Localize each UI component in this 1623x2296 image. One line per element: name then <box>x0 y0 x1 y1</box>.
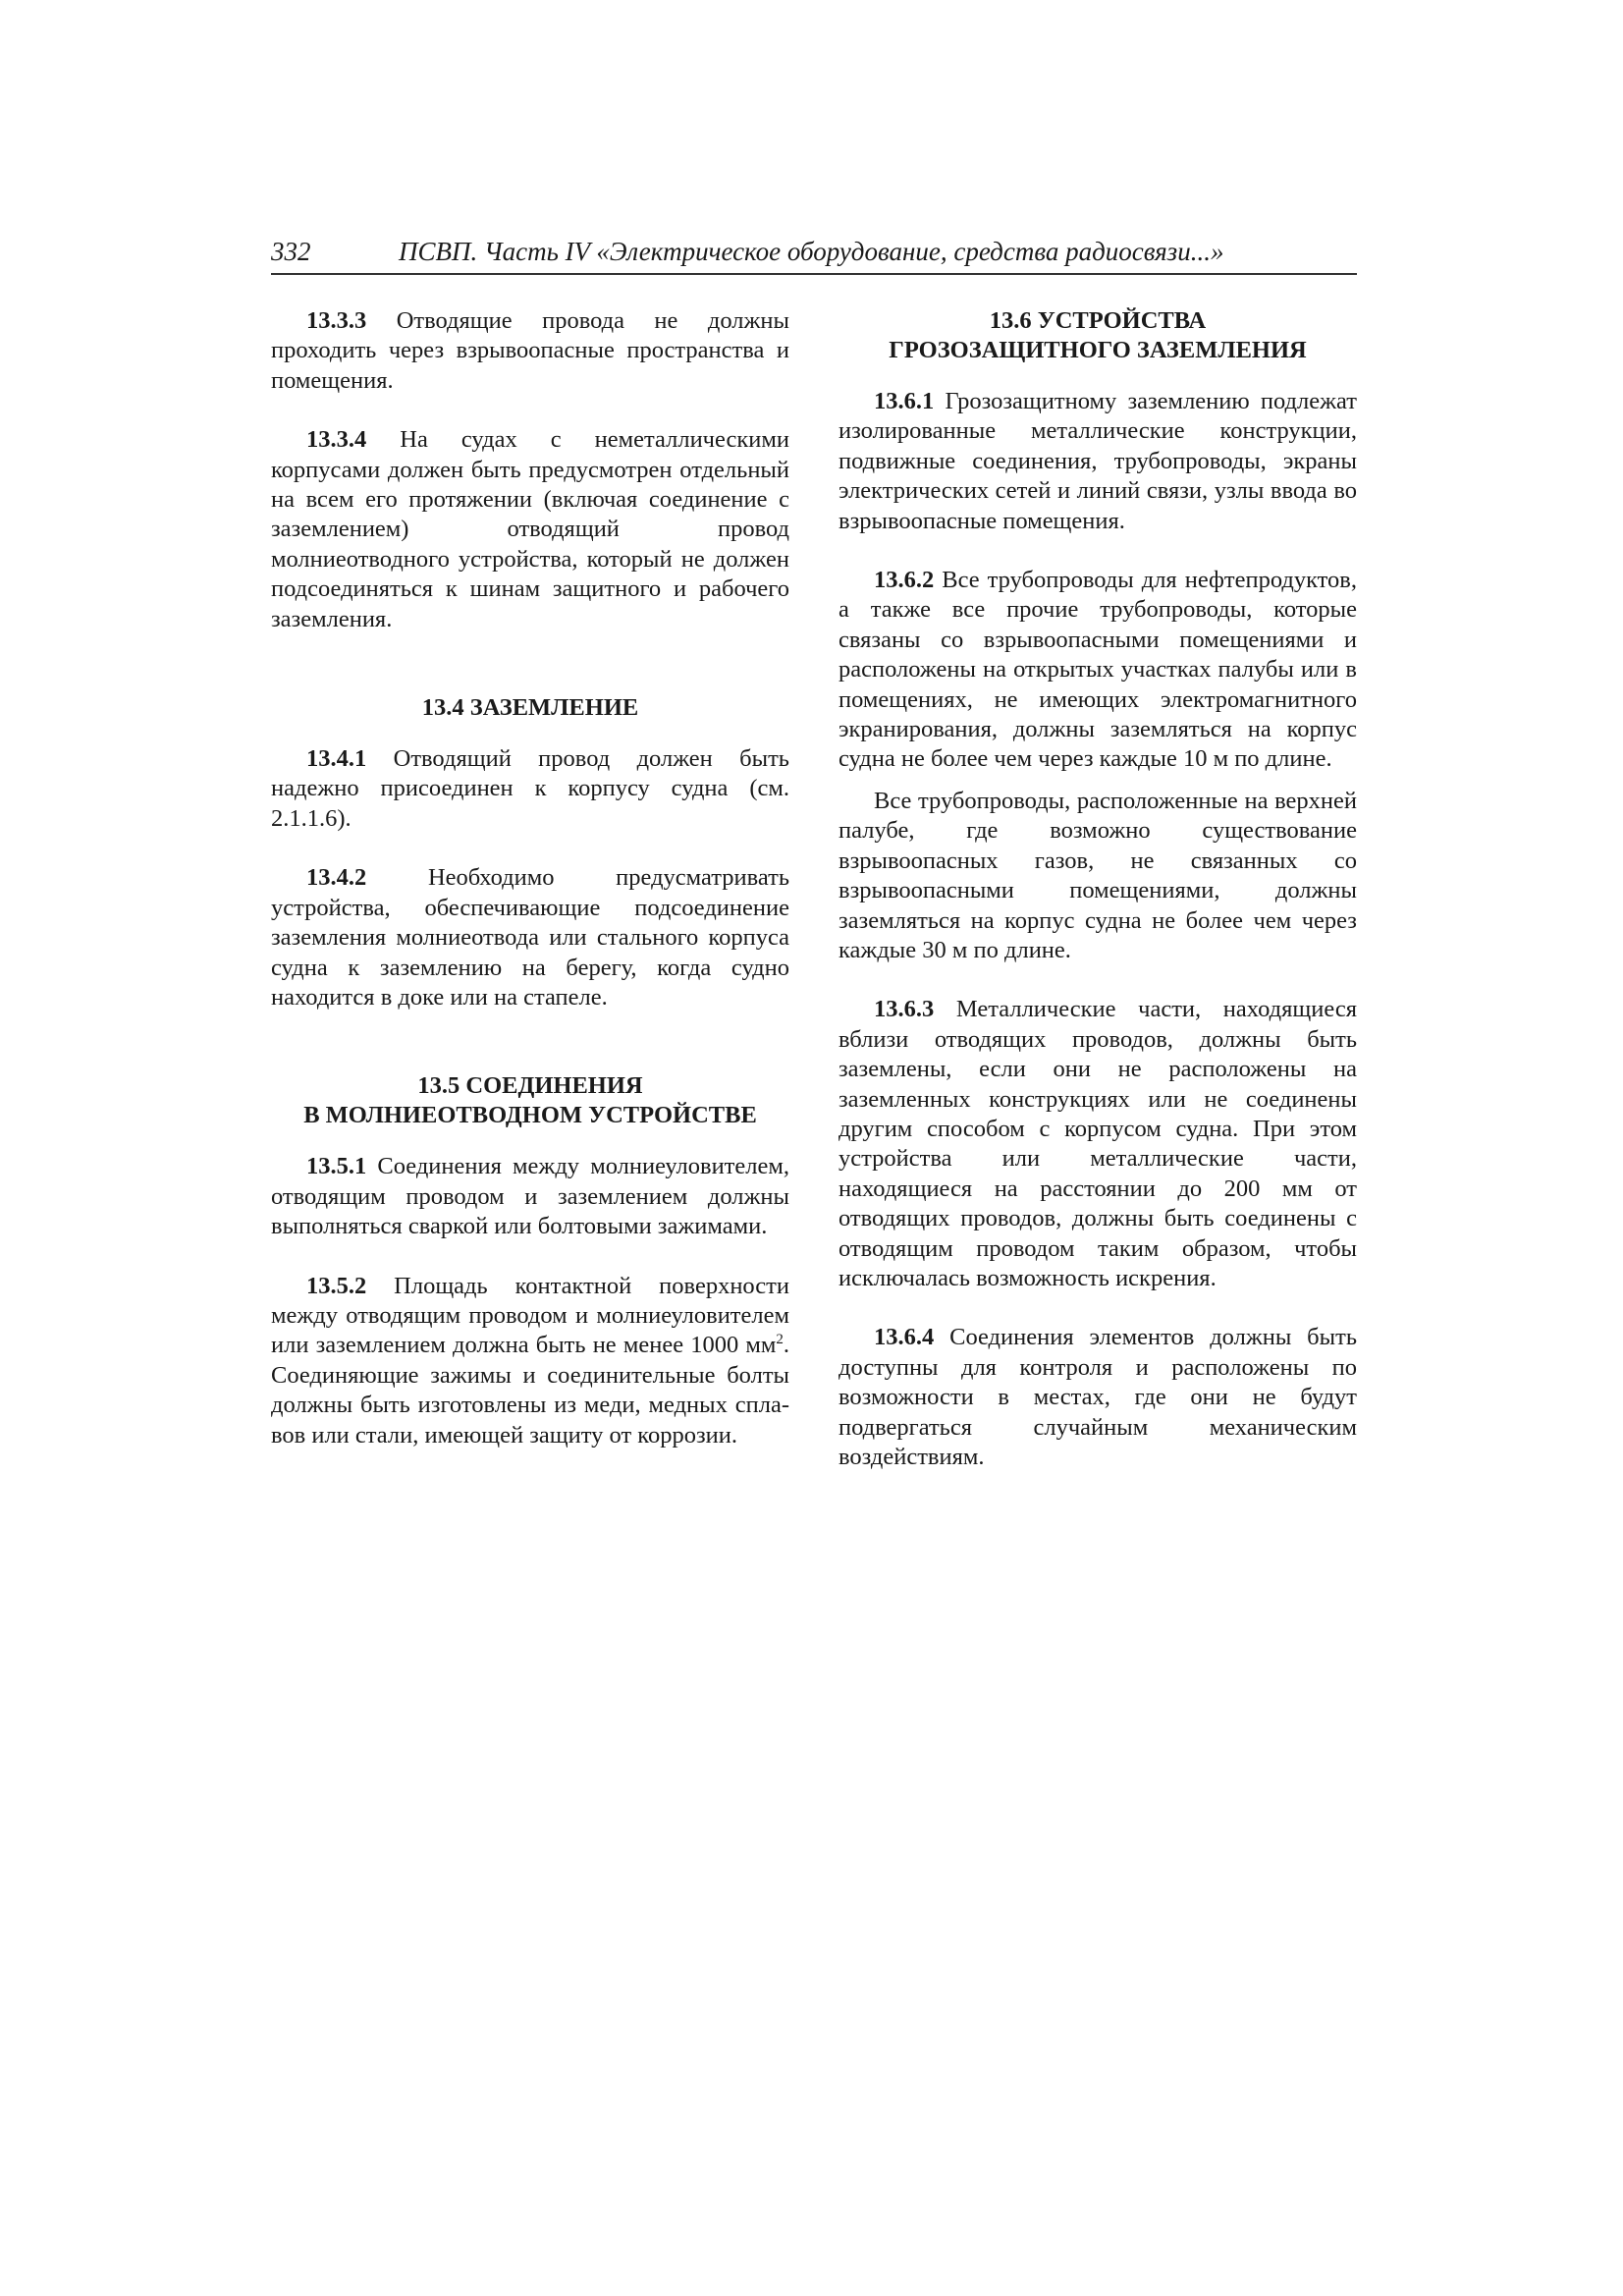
clause-number: 13.3.4 <box>306 426 367 454</box>
right-column <box>839 306 1357 1502</box>
clause-text: Отводящий провод должен быть надежно присоединен к корпусу судна (см. 2.1.1.6). <box>271 745 789 832</box>
clause-number: 13.3.3 <box>306 307 367 334</box>
heading-line: 13.5 СОЕДИНЕНИЯ <box>417 1072 643 1100</box>
clause-text: Необходимо предусматривать устройства, обеспечивающие подсоединение заземления молниеотвода или стального корпуса судна к заземлению на берегу, когда судно находится в доке или на стапеле. <box>271 864 789 1011</box>
paragraph-13-5-1 <box>271 1152 789 1241</box>
clause-number: 13.6.2 <box>874 567 935 594</box>
section-heading-13-4 <box>271 693 789 723</box>
clause-text: Площадь контактной поверхности между отводящим проводом и молниеуловителем или заземлением должна быть не менее 1000 мм <box>271 1272 789 1359</box>
heading-line: 13.4 ЗАЗЕМЛЕНИЕ <box>421 694 639 722</box>
paragraph-13-3-3 <box>271 306 789 396</box>
clause-text: Все трубопроводы для нефтепродуктов, а также все прочие трубопроводы, которые связаны со взрывоопасными помещениями и расположены на открытых участках палубы или в помещениях, не имеющих электромагнитного экранирования, должны заземляться на корпус судна не более чем через каждые 10 м по длине. <box>839 567 1357 773</box>
section-heading-13-5 <box>271 1071 789 1130</box>
paragraph-13-4-2 <box>271 863 789 1012</box>
clause-text: Отводящие провода не должны проходить через взрывоопасные пространства и помещения. <box>271 307 789 394</box>
paragraph-13-5-2 <box>271 1272 789 1450</box>
paragraph-13-6-3 <box>839 995 1357 1293</box>
heading-line: В МОЛНИЕОТВОДНОМ УСТРОЙСТВЕ <box>303 1102 757 1129</box>
clause-number: 13.5.1 <box>306 1153 367 1180</box>
running-title: ПСВП. Часть IV «Электрическое оборудование, средства радиосвязи...» <box>399 237 1224 266</box>
clause-number: 13.6.3 <box>874 996 935 1023</box>
page-header <box>271 234 1357 275</box>
clause-text: Соединения элементов должны быть доступны для контроля и расположены по возможности в местах, где они не будут подвергаться случайным механическим воздействиям. <box>839 1324 1357 1470</box>
paragraph-13-6-1 <box>839 387 1357 536</box>
paragraph-13-3-4 <box>271 425 789 634</box>
paragraph-13-6-4 <box>839 1323 1357 1472</box>
paragraph-13-6-2-continued <box>839 787 1357 965</box>
clause-number: 13.6.1 <box>874 388 935 414</box>
superscript: 2 <box>776 1332 784 1348</box>
clause-number: 13.4.1 <box>306 745 367 773</box>
clause-text: Все трубопроводы, расположенные на верхней палубе, где возможно существование взрывоопасных газов, не связанных со взрывоопасными помещениями, должны заземляться на корпус судна не более чем через каждые 30 м по длине. <box>839 787 1357 963</box>
page-number: 332 <box>271 237 311 266</box>
paragraph-13-6-2 <box>839 566 1357 775</box>
clause-text: Грозозащитному заземлению подлежат изолированные металлические конструкции, подвижные соединения, трубопроводы, экраны электрических сетей и линий связи, узлы ввода во взрывоопасные помещения. <box>839 388 1357 534</box>
paragraph-13-4-1 <box>271 744 789 834</box>
clause-text: Металлические части, находящиеся вблизи отводящих проводов, должны быть заземлены, если они не расположены на заземленных конструкциях или не соединены другим способом с корпусом судна. При этом устройства или металлические части, находящиеся на расстоянии до 200 мм от отводящих проводов, должны быть соединены с отводящим проводом таким образом, чтобы исключалась возможность искрения. <box>839 996 1357 1291</box>
clause-text: . Соединяющие зажимы и соединительные болты должны быть изготовлены из меди, медных сплавов или стали, имеющей защиту от коррозии. <box>271 1332 789 1449</box>
clause-number: 13.5.2 <box>306 1272 367 1299</box>
clause-number: 13.6.4 <box>874 1324 935 1351</box>
clause-text: На судах с неметаллическими корпусами должен быть предусмотрен отдельный на всем его протяжении (включая соединение с заземлением) отводящий провод молниеотводного устройства, который не должен подсоединяться к шинам защитного и рабочего заземления. <box>271 426 789 632</box>
clause-number: 13.4.2 <box>306 864 367 892</box>
section-heading-13-6 <box>839 306 1357 365</box>
heading-line: 13.6 УСТРОЙСТВА <box>989 307 1207 334</box>
left-column <box>271 306 789 1480</box>
clause-text: Соединения между молниеуловителем, отводящим проводом и заземлением должны выполняться сваркой или болтовыми зажимами. <box>271 1153 789 1240</box>
heading-line: ГРОЗОЗАЩИТНОГО ЗАЗЕМЛЕНИЯ <box>889 337 1307 363</box>
